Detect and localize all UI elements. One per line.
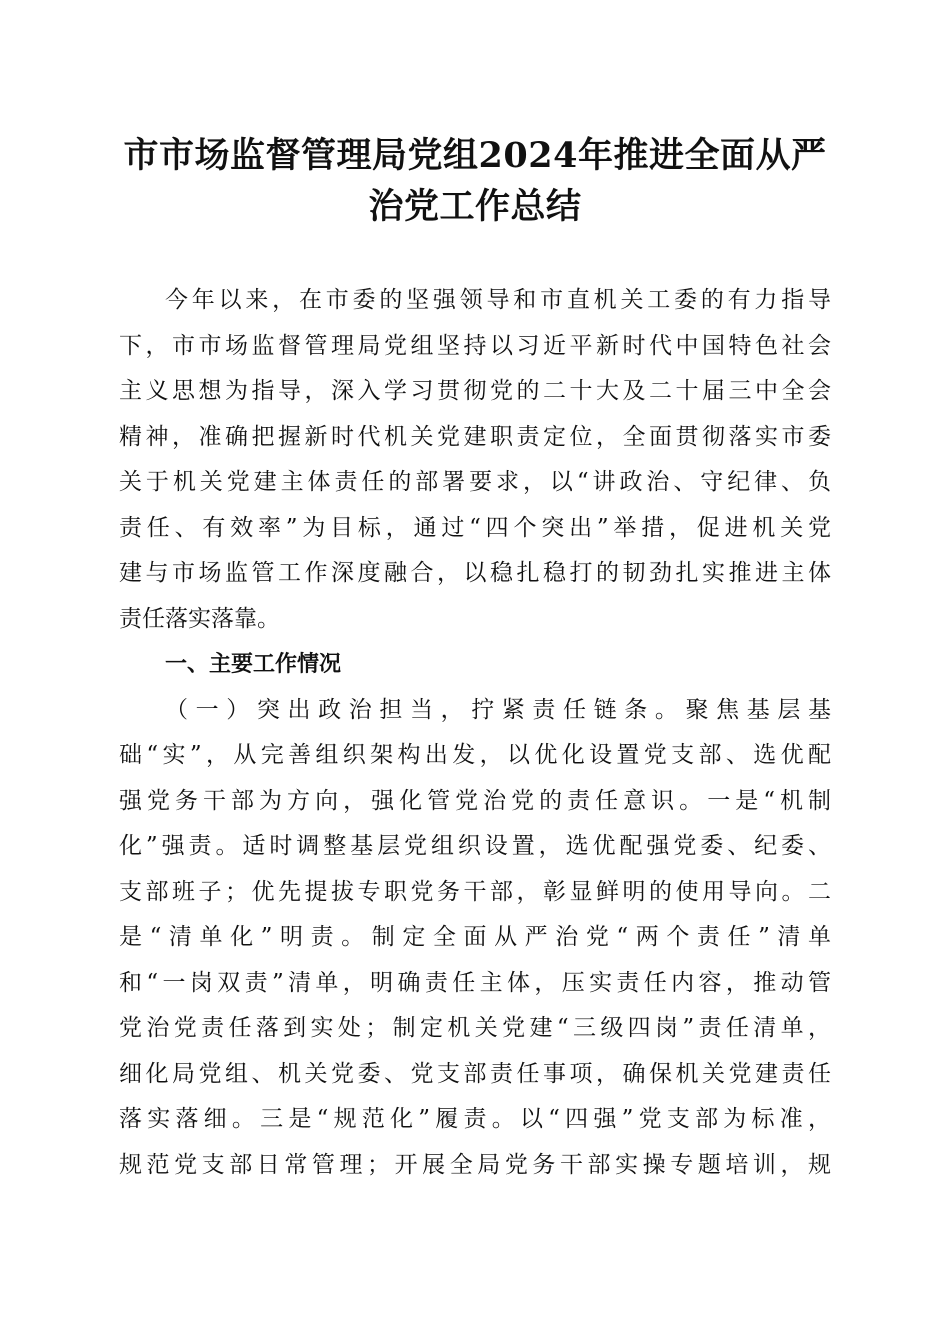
paragraph-line: 落实落细。三是“规范化”履责。以“四强”党支部为标准， bbox=[119, 1106, 831, 1132]
paragraph-line: 关于机关党建主体责任的部署要求，以“讲政治、守纪律、负 bbox=[119, 469, 831, 495]
paragraph-line: 支部班子；优先提拔专职党务干部，彰显鲜明的使用导向。二 bbox=[119, 878, 831, 905]
paragraph-line: 细化局党组、机关党委、党支部责任事项，确保机关党建责任 bbox=[119, 1060, 831, 1087]
paragraph-line: 今年以来，在市委的坚强领导和市直机关工委的有力指导 bbox=[165, 287, 831, 313]
paragraph-line: 下，市市场监督管理局党组坚持以习近平新时代中国特色社会 bbox=[119, 332, 831, 359]
paragraph-line: 建与市场监管工作深度融合，以稳扎稳打的韧劲扎实推进主体 bbox=[119, 560, 831, 586]
paragraph-line: 规范党支部日常管理；开展全局党务干部实操专题培训，规 bbox=[119, 1151, 831, 1178]
document-title bbox=[100, 130, 850, 232]
intro-paragraph bbox=[119, 278, 831, 642]
paragraph-line: 化”强责。适时调整基层党组织设置，选优配强党委、纪委、 bbox=[119, 833, 831, 859]
paragraph-line: 精神，准确把握新时代机关党建职责定位，全面贯彻落实市委 bbox=[119, 423, 831, 450]
paragraph-line: 责任落实落靠。 bbox=[119, 605, 280, 632]
paragraph-line: 党治党责任落到实处；制定机关党建“三级四岗”责任清单， bbox=[119, 1015, 831, 1041]
title-line: 治党工作总结 bbox=[368, 186, 582, 227]
paragraph-line: 主义思想为指导，深入学习贯彻党的二十大及二十届三中全会 bbox=[119, 378, 831, 404]
paragraph-line: 是“清单化”明责。制定全面从严治党“两个责任”清单 bbox=[119, 924, 831, 950]
paragraph-line: 和“一岗双责”清单，明确责任主体，压实责任内容，推动管 bbox=[119, 969, 831, 996]
section-paragraph bbox=[119, 688, 831, 1189]
section-heading: 一、主要工作情况 bbox=[165, 652, 342, 677]
paragraph-line: 强党务干部为方向，强化管党治党的责任意识。一是“机制 bbox=[119, 787, 831, 814]
document-body bbox=[119, 278, 831, 1188]
title-line: 市市场监督管理局党组2024年推进全面从严 bbox=[123, 135, 827, 176]
paragraph-line: 础“实”，从完善组织架构出发，以优化设置党支部、选优配 bbox=[119, 742, 831, 768]
paragraph-line: （一）突出政治担当，拧紧责任链条。聚焦基层基 bbox=[165, 696, 831, 723]
paragraph-line: 责任、有效率”为目标，通过“四个突出”举措，促进机关党 bbox=[119, 514, 831, 541]
